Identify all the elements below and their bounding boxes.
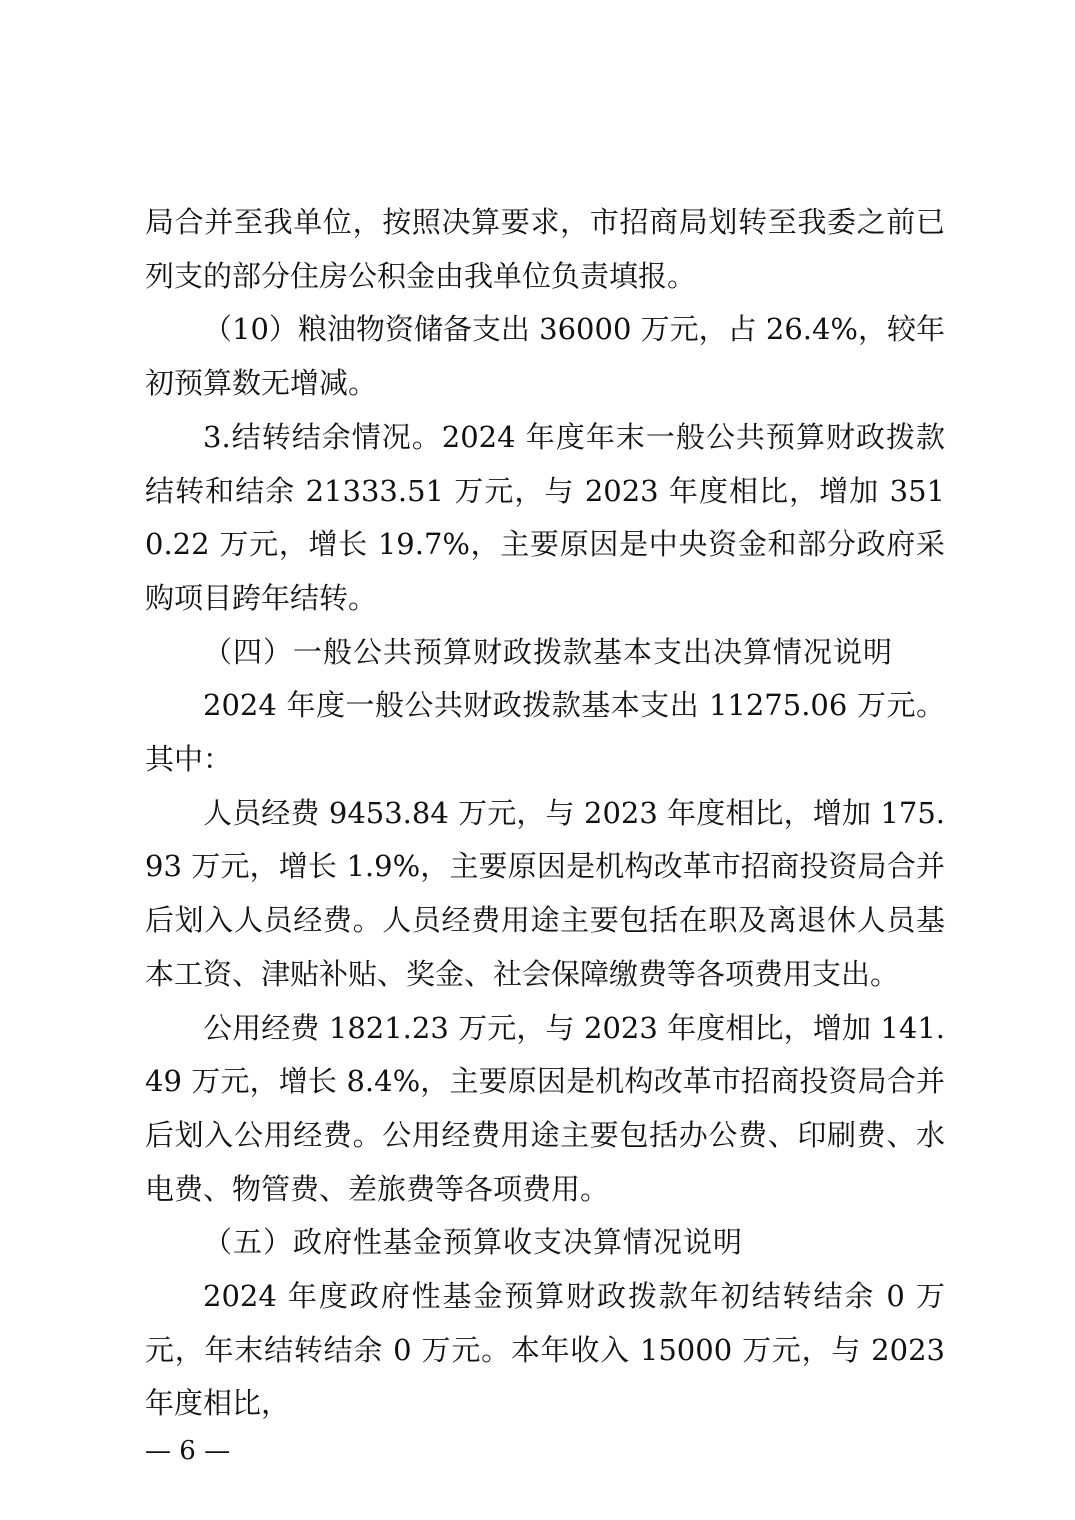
paragraph-carryover-balance: 3.结转结余情况。2024 年度年末一般公共预算财政拨款结转和结余 21333.51 万元，与 2023 年度相比，增加 3510.22 万元，增长 19.7%，主要原因是中央资金和部分政府采购项目跨年结转。 xyxy=(145,419,945,615)
paragraph-housing-fund-continuation: 局合并至我单位，按照决算要求，市招商局划转至我委之前已列支的部分住房公积金由我单位负责填报。 xyxy=(145,205,945,293)
section-heading-government-fund: （五）政府性基金预算收支决算情况说明 xyxy=(203,1225,744,1260)
paragraph-basic-expenditure-total: 2024 年度一般公共财政拨款基本支出 11275.06 万元。其中： xyxy=(145,688,945,777)
document-body xyxy=(145,196,945,1431)
section-heading-basic-expenditure: （四）一般公共预算财政拨款基本支出决算情况说明 xyxy=(203,634,894,669)
paragraph-grain-oil-reserve: （10）粮油物资储备支出 36000 万元，占 26.4%，较年初预算数无增减。 xyxy=(145,312,945,401)
paragraph-public-expenses: 公用经费 1821.23 万元，与 2023 年度相比，增加 141.49 万元，增长 8.4%，主要原因是机构改革市招商投资局合并后划入公用经费。公用经费用途主要包括办公费、印刷费、水电费、物管费、差旅费等各项费用。 xyxy=(145,1010,945,1206)
paragraph-personnel-expenses: 人员经费 9453.84 万元，与 2023 年度相比，增加 175.93 万元，增长 1.9%，主要原因是机构改革市招商投资局合并后划入人员经费。人员经费用途主要包括在职及离退休人员基本工资、津贴补贴、奖金、社会保障缴费等各项费用支出。 xyxy=(145,795,945,991)
page-number: — 6 — xyxy=(145,1436,231,1466)
paragraph-government-fund-summary: 2024 年度政府性基金预算财政拨款年初结转结余 0 万元，年末结转结余 0 万元。本年收入 15000 万元，与 2023 年度相比， xyxy=(145,1279,945,1421)
